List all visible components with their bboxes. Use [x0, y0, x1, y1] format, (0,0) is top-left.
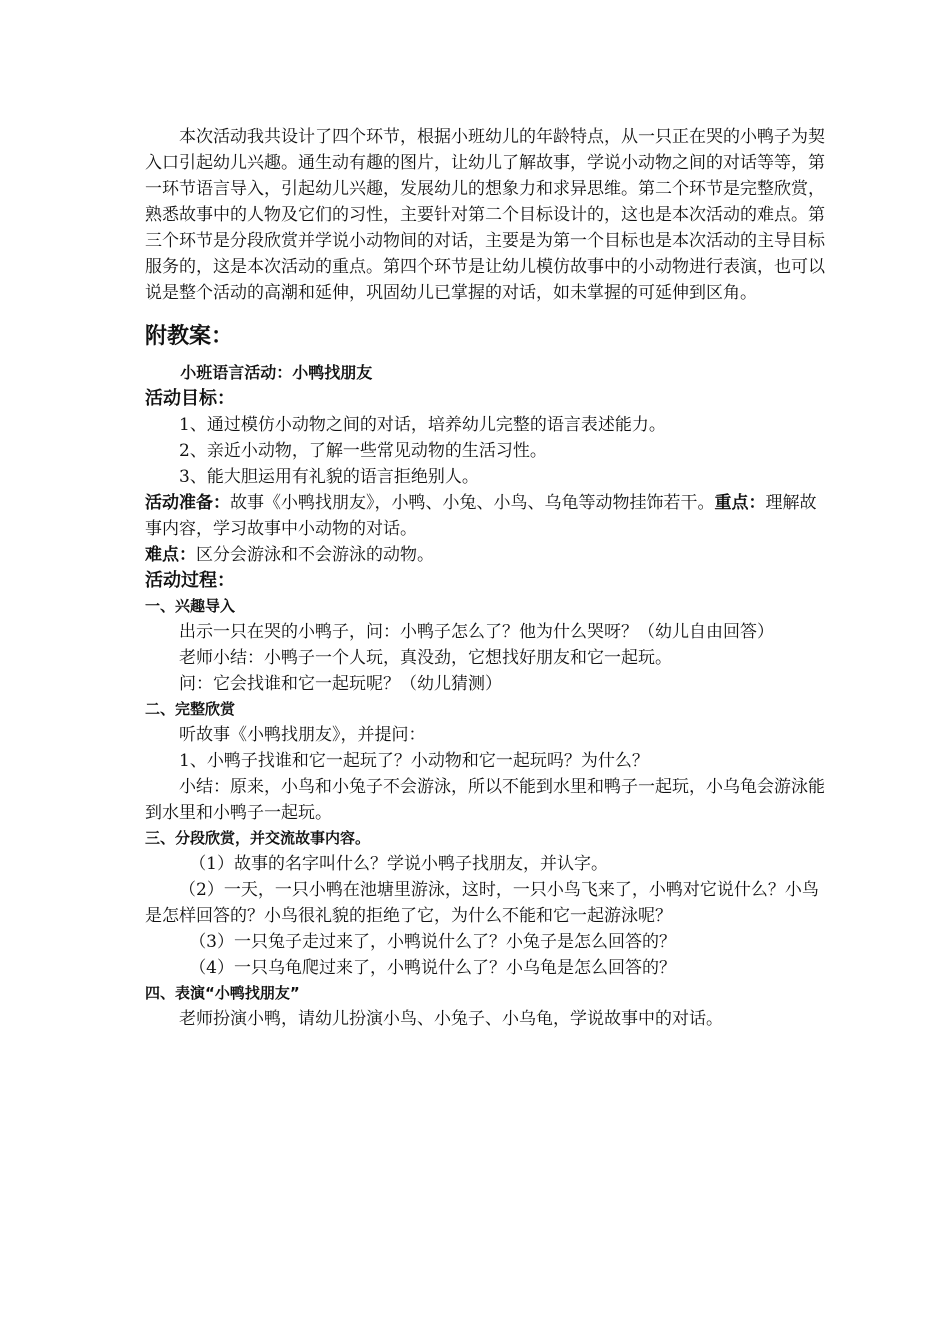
difficulty-text: 区分会游泳和不会游泳的动物。 [196, 545, 434, 565]
difficulty-label: 难点： [145, 545, 196, 565]
prep-paragraph [145, 490, 825, 542]
section-line: （4）一只乌龟爬过来了，小鸭说什么了？小乌龟是怎么回答的？ [189, 958, 677, 978]
section-line: （2）一天，一只小鸭在池塘里游泳，这时，一只小鸟飞来了，小鸭对它说什么？小鸟是怎样回答的？小鸟很礼貌的拒绝了它，为什么不能和它一起游泳呢？ [145, 880, 819, 926]
section-title: 三、分段欣赏，并交流故事内容。 [145, 829, 371, 847]
section-line: 听故事《小鸭找朋友》，并提问： [179, 725, 426, 745]
section-line: （1）故事的名字叫什么？学说小鸭子找朋友，并认字。 [189, 854, 609, 874]
goal-item: 3、能大胆运用有礼貌的语言拒绝别人。 [179, 467, 479, 487]
document-page [145, 124, 825, 1032]
lesson-title: 小班语言活动：小鸭找朋友 [180, 363, 373, 382]
section-line: 老师扮演小鸭，请幼儿扮演小鸟、小兔子、小乌龟，学说故事中的对话。 [179, 1009, 723, 1029]
section-line: （3）一只兔子走过来了，小鸭说什么了？小兔子是怎么回答的？ [189, 932, 677, 952]
process-heading: 活动过程： [145, 570, 235, 591]
appendix-title: 附教案： [145, 324, 234, 349]
goals-heading: 活动目标： [145, 388, 235, 409]
section-line: 1、小鸭子找谁和它一起玩了？小动物和它一起玩吗？为什么？ [179, 751, 649, 771]
section-line: 老师小结：小鸭子一个人玩，真没劲，它想找好朋友和它一起玩。 [179, 648, 672, 668]
section-line: 小结：原来，小鸟和小兔子不会游泳，所以不能到水里和鸭子一起玩，小乌龟会游泳能到水里和小鸭子一起玩。 [145, 777, 825, 823]
section-title: 二、完整欣赏 [145, 700, 236, 718]
intro-paragraph: 本次活动我共设计了四个环节，根据小班幼儿的年龄特点，从一只正在哭的小鸭子为契入口引起幼儿兴趣。通生动有趣的图片，让幼儿了解故事，学说小动物之间的对话等等，第一环节语言导入，引起幼儿兴趣，发展幼儿的想象力和求异思维。第二个环节是完整欣赏，熟悉故事中的人物及它们的习性，主要针对第二个目标设计的，这也是本次活动的难点。第三个环节是分段欣赏并学说小动物间的对话，主要是为第一个目标也是本次活动的主导目标服务的，这是本次活动的重点。第四个环节是让幼儿模仿故事中的小动物进行表演，也可以说是整个活动的高潮和延伸，巩固幼儿已掌握的对话，如未掌握的可延伸到区角。 [145, 127, 825, 303]
goal-item: 2、亲近小动物，了解一些常见动物的生活习性。 [179, 441, 547, 461]
section-line: 问：它会找谁和它一起玩呢？（幼儿猜测） [179, 674, 502, 694]
prep-text: 故事《小鸭找朋友》，小鸭、小兔、小鸟、乌龟等动物挂饰若干。 [230, 493, 715, 513]
goal-item: 1、通过模仿小动物之间的对话，培养幼儿完整的语言表述能力。 [179, 415, 666, 435]
key-point-text: 理解故事内容，学习故事中小动物的对话。 [145, 493, 817, 539]
prep-label: 活动准备： [145, 493, 230, 513]
section-line: 出示一只在哭的小鸭子，问：小鸭子怎么了？他为什么哭呀？（幼儿自由回答） [179, 622, 774, 642]
key-point-label: 重点： [714, 493, 766, 513]
difficulty-paragraph [145, 542, 825, 568]
section-title: 四、表演“小鸭找朋友” [145, 984, 300, 1002]
section-title: 一、兴趣导入 [145, 597, 236, 615]
